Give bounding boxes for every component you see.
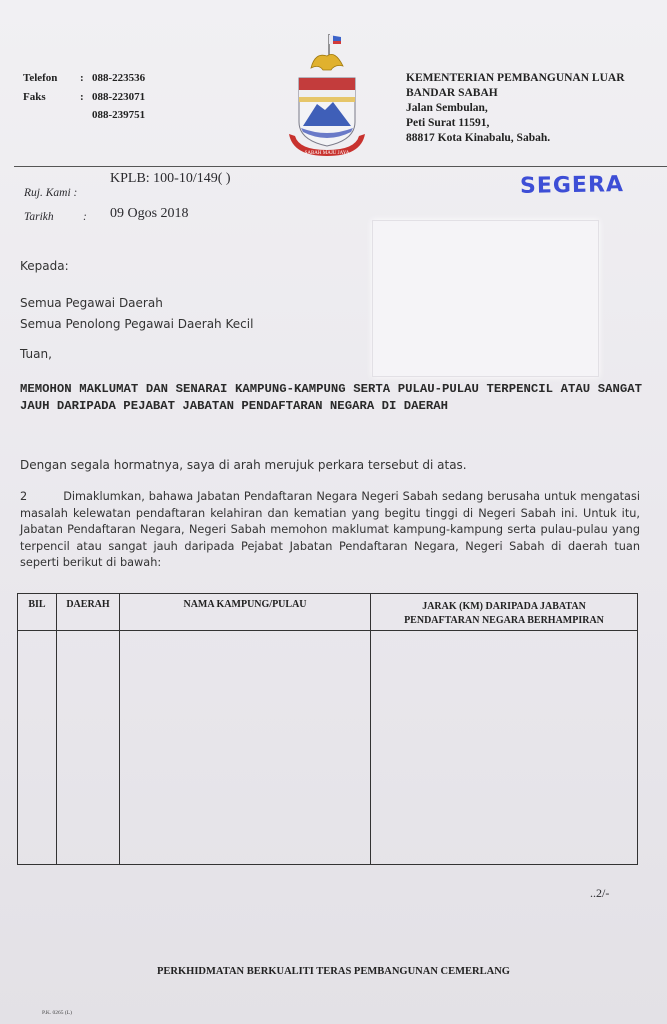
phone-label: Telefon: [23, 72, 58, 84]
paragraph-number: 2: [20, 490, 28, 503]
column-header-nama-kampung: NAMA KAMPUNG/PULAU: [183, 599, 307, 610]
fax-number-2: 088-239751: [92, 109, 146, 121]
table-divider: [370, 594, 371, 864]
reference-value: KPLB: 100-10/149( ): [110, 171, 231, 186]
footer-slogan: PERKHIDMATAN BERKUALITI TERAS PEMBANGUNAN CEMERLANG: [157, 966, 510, 977]
sabah-crest-logo: [285, 30, 369, 160]
fax-number-1: 088-223071: [92, 91, 146, 103]
ministry-name-line2: BANDAR SABAH: [406, 87, 498, 99]
header-divider: [14, 166, 667, 167]
fax-label: Faks: [23, 91, 46, 103]
column-header-jarak: [371, 600, 637, 628]
ministry-city: 88817 Kota Kinabalu, Sabah.: [406, 132, 551, 144]
addressee-label: Kepada:: [20, 259, 69, 273]
paragraph-2-text: Dimaklumkan, bahawa Jabatan Pendaftaran Negara Negeri Sabah sedang berusaha untuk mengatasi masalah kelewatan pendaftaran kelahiran dan kematian yang begitu tinggi di Negeri Sabah ini. Untuk itu, Jabatan Pendaftaran Negara, Negeri Sabah memohon maklumat kampung-kampung serta pulau-pulau yang terpencil atau sangat jauh daripada Pejabat Jabatan Pendaftaran Negara, Negeri Sabah di daerah tuan seperti berikut di bawah:: [20, 490, 640, 569]
column-header-jarak-line2: PENDAFTARAN NEGARA BERHAMPIRAN: [404, 615, 604, 626]
opening-sentence: Dengan segala hormatnya, saya di arah merujuk perkara tersebut di atas.: [20, 458, 467, 472]
column-header-bil: BIL: [28, 599, 46, 610]
phone-number: 088-223536: [92, 72, 146, 84]
urgent-stamp: SEGERA: [519, 172, 625, 199]
village-table: [17, 593, 638, 865]
table-header-divider: [18, 630, 637, 631]
ministry-name-line1: KEMENTERIAN PEMBANGUNAN LUAR: [406, 72, 625, 84]
paragraph-2: [20, 489, 640, 572]
table-divider: [119, 594, 120, 864]
form-code: P.K. 0265 (L): [42, 1010, 72, 1016]
column-header-daerah: DAERAH: [66, 599, 110, 610]
salutation: Tuan,: [20, 347, 52, 361]
crest-motto: SABAH MAJU JAYA: [304, 151, 350, 156]
letter-subject: MEMOHON MAKLUMAT DAN SENARAI KAMPUNG-KAMPUNG SERTA PULAU-PULAU TERPENCIL ATAU SANGAT JAUH DARIPADA PEJABAT JABATAN PENDAFTARAN NEGARA DI DAERAH: [20, 382, 642, 413]
page-continuation: ..2/-: [590, 886, 610, 900]
recipient-line-2: Semua Penolong Pegawai Daerah Kecil: [20, 317, 254, 331]
date-label: Tarikh: [24, 211, 54, 223]
ministry-address: [406, 71, 625, 146]
recipient-line-1: Semua Pegawai Daerah: [20, 296, 163, 310]
redacted-area: [372, 220, 599, 377]
column-header-jarak-line1: JARAK (KM) DARIPADA JABATAN: [422, 601, 586, 612]
fax-sep: :: [80, 91, 84, 103]
table-divider: [56, 594, 57, 864]
date-sep: :: [83, 211, 87, 223]
date-value: 09 Ogos 2018: [110, 206, 189, 221]
ministry-street: Jalan Sembulan,: [406, 102, 488, 114]
phone-sep: :: [80, 72, 84, 84]
ministry-pobox: Peti Surat 11591,: [406, 117, 490, 129]
reference-label: Ruj. Kami :: [24, 187, 78, 199]
